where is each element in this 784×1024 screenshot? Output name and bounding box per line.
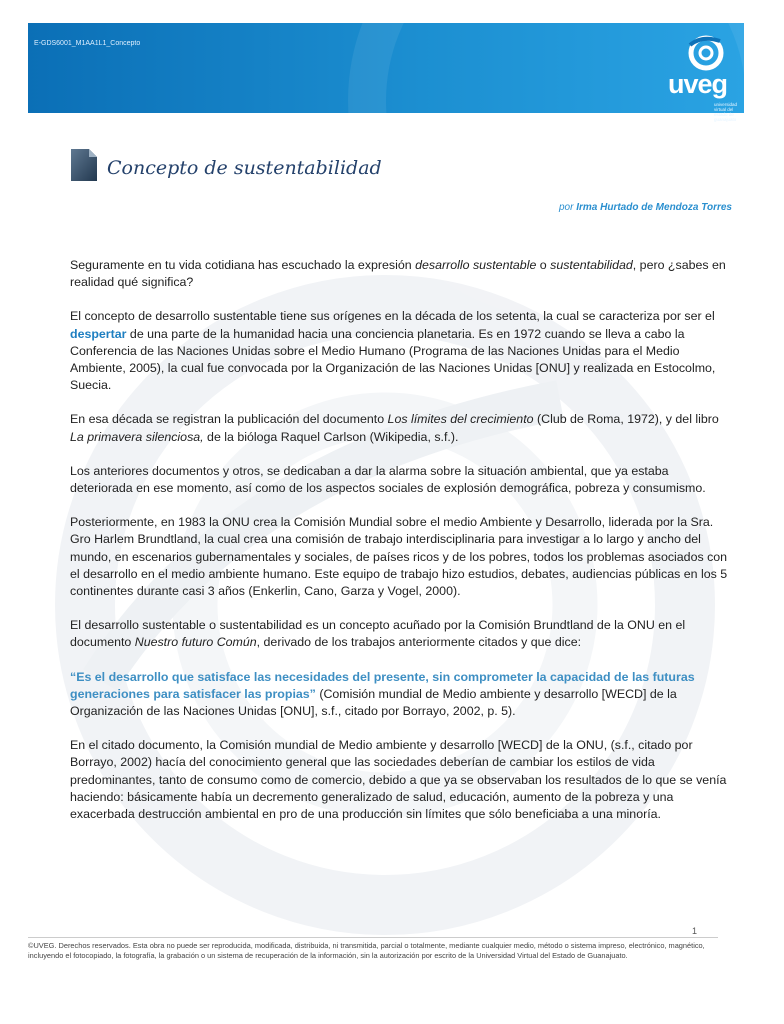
brundtland-quote: “Es el desarrollo que satisface las necesidades del presente, sin comprometer la capacidad de las futuras generaciones para satisfacer las propias” <box>70 669 695 701</box>
page-title: Concepto de sustentabilidad <box>107 157 382 179</box>
footer-divider <box>28 937 718 938</box>
paragraph: En esa década se registran la publicación del documento Los límites del crecimiento (Club de Roma, 1972), y del libro La primavera silenciosa, de la bióloga Raquel Carlson (Wikipedia, s.f.). <box>70 412 719 444</box>
quote-paragraph: “Es el desarrollo que satisface las necesidades del presente, sin comprometer la capacidad de las futuras generaciones para satisfacer las propias” (Comisión mundial de Medio ambiente y desarrollo [WECD] de la Organización de las Naciones Unidas [ONU], s.f., citado por Borrayo, 2002, p. 5). <box>70 669 695 719</box>
logo-text: uveg <box>668 69 728 99</box>
paragraph: El concepto de desarrollo sustentable tiene sus orígenes en la década de los setenta, la cual se caracteriza por ser el despertar de una parte de la humanidad hacia una conciencia planetaria. Es en 1972 cuando se lleva a cabo la Conferencia de las Naciones Unidas sobre el Medio Humano (Programa de las Naciones Unidas para el Medio Ambiente, 2005), la cual fue convocada por la Organización de las Naciones Unidas [ONU] y realizada en Estocolmo, Suecia. <box>70 309 716 393</box>
paragraph: Seguramente en tu vida cotidiana has escuchado la expresión desarrollo sustentable o sustentabilidad, pero ¿sabes en realidad qué significa? <box>70 258 726 290</box>
copyright-footer: ©UVEG. Derechos reservados. Esta obra no puede ser reproducida, modificada, distribuida, ni transmitida, parcial o totalmente, mediante cualquier medio, método o sistema impreso, electrónico, magnético, incluyendo el fotocopiado, la fotografía, la grabación o un sistema de recuperación de la información, sin la autorización por escrito de la Universidad Virtual del Estado de Guanajuato. <box>28 941 705 960</box>
paragraph: El desarrollo sustentable o sustentabilidad es un concepto acuñado por la Comisión Brundtland de la ONU en el documento Nuestro futuro Común, derivado de los trabajos anteriormente citados y que dice: <box>70 618 686 650</box>
byline <box>559 202 732 213</box>
author-name: Irma Hurtado de Mendoza Torres <box>576 202 732 213</box>
byline-prefix: por <box>558 202 574 213</box>
paragraph: Posteriormente, en 1983 la ONU crea la Comisión Mundial sobre el medio Ambiente y Desarrollo, liderada por la Sra. Gro Harlem Brundtland, la cual crea una comisión de trabajo interdisciplinaria para investigar a lo largo y ancho del mundo, en escenarios gubernamentales y sociales, de países ricos y de los pobres, todos los problemas asociados con el desarrollo en el medio ambiente humano. Este equipo de trabajo hizo estudios, debates, audiencias públicas en los 5 continentes durante casi 3 años (Enkerlin, Cano, Garza y Vogel, 2000). <box>70 515 728 599</box>
logo-subtitle: universidad virtual del estado de guanajuato <box>714 102 738 122</box>
paragraph: En el citado documento, la Comisión mundial de Medio ambiente y desarrollo [WECD] de la ONU, (s.f., citado por Borrayo, 2002) hacía del conocimiento general que las sociedades deberían de cambiar los estilos de vida predominantes, tanto de consumo como de comercio, debido a que ya se observaban los resultados de lo que se venía haciendo: básicamente había un decremento generalizado de salud, educación, aumento de la pobreza y una exacerbada destrucción ambiental en pro de una producción sin límites que sólo beneficiaba a una minoría. <box>70 738 727 822</box>
document-code: E-GDS6001_M1AA1L1_Concepto <box>34 40 141 47</box>
article-body <box>70 257 730 840</box>
uveg-logo <box>668 35 742 122</box>
header-banner <box>28 23 744 122</box>
highlight-term: despertar <box>70 326 127 341</box>
page-number: 1 <box>692 926 698 936</box>
document-icon <box>71 149 97 181</box>
logo-swirl-icon <box>686 35 726 71</box>
paragraph: Los anteriores documentos y otros, se dedicaban a dar la alarma sobre la situación ambiental, que ya estaba deteriorada en ese momento, así como de los aspectos sociales de explosión demográfica, pobreza y consumismo. <box>70 463 706 496</box>
